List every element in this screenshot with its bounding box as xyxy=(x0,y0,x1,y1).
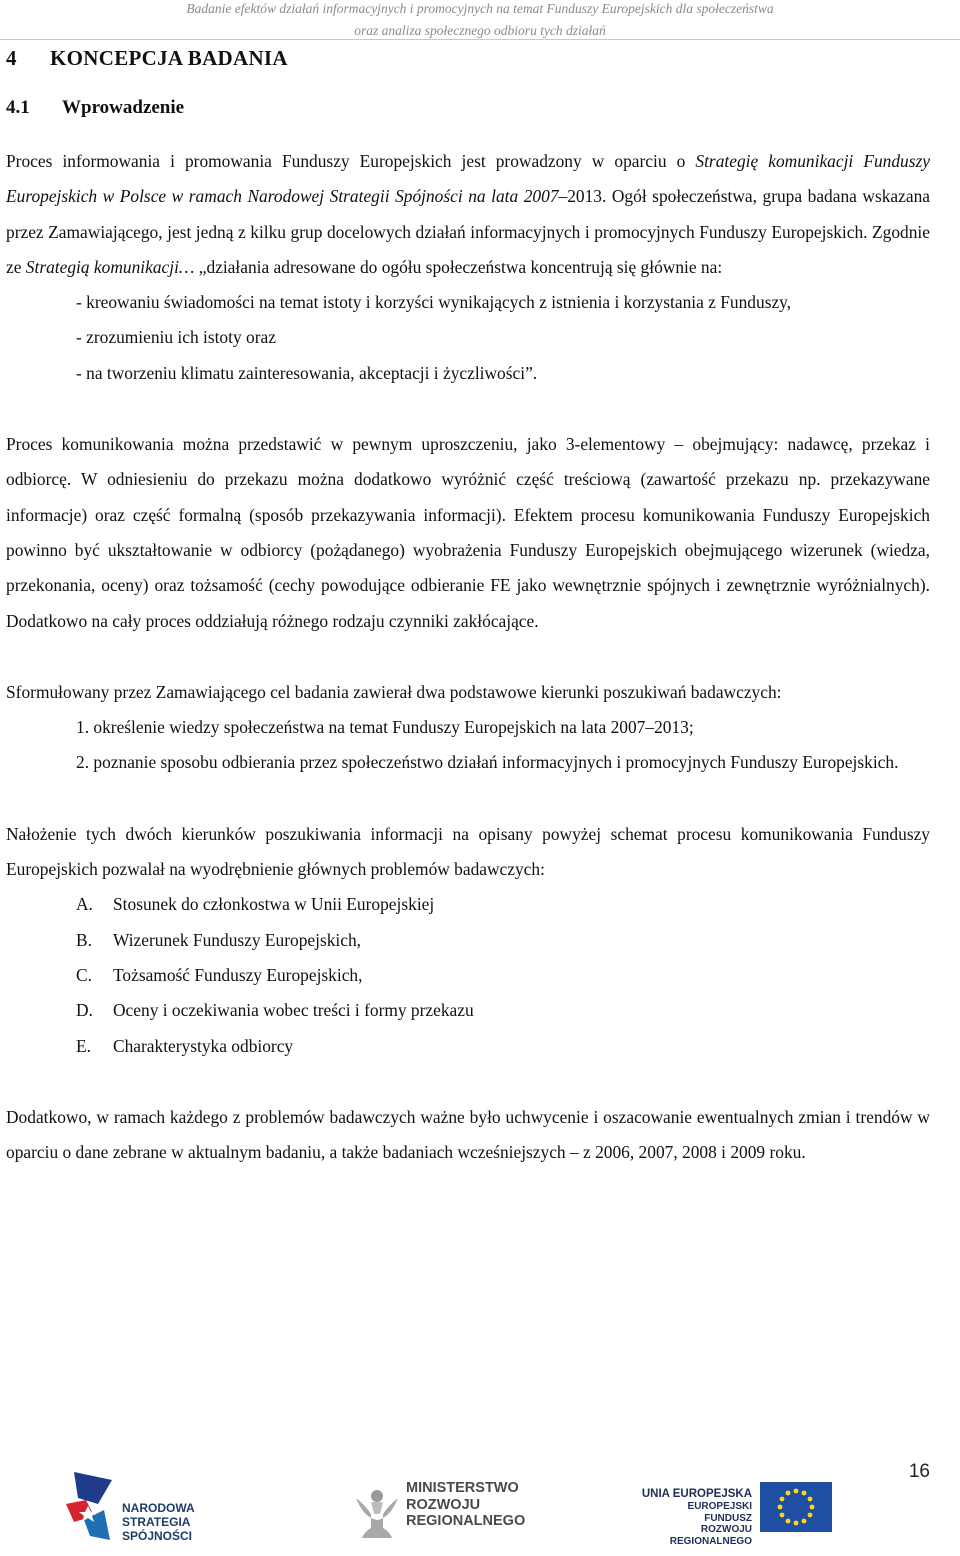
subsection-heading xyxy=(6,97,184,119)
intro-paragraph: Proces informowania i promowania Funduszy Europejskich jest prowadzony w oparciu o Strategię komunikacji Funduszy Europejskich w Polsce w ramach Narodowej Strategii Spójności na lata 2007–2013. Ogół społeczeństwa, grupa badana wskazana przez Zamawiającego, jest jedną z kilku grup docelowych działań informacyjnych i promocyjnych Funduszy Europejskich. Zgodnie ze Strategią komunikacji… „działania adresowane do ogółu społeczeństwa koncentrują się głównie na: xyxy=(6,151,930,277)
section-number: 4 xyxy=(6,46,17,70)
eu-flag-icon xyxy=(760,1482,832,1532)
header-line-2: oraz analiza społecznego odbioru tych działań xyxy=(354,23,606,38)
research-goal-paragraph: Sformułowany przez Zamawiającego cel badania zawierał dwa podstawowe kierunki poszukiwań badawczych: xyxy=(6,681,782,702)
numbered-item: 1. określenie wiedzy społeczeństwa na temat Funduszy Europejskich na lata 2007–2013; xyxy=(76,717,694,738)
lettered-item: A. Stosunek do członkostwa w Unii Europejskiej xyxy=(76,894,435,915)
section-heading xyxy=(6,46,288,71)
lettered-item: E. Charakterystyka odbiorcy xyxy=(76,1035,294,1056)
mrr-logo-line1: MINISTERSTWO xyxy=(406,1480,519,1496)
eu-logo-line3: ROZWOJU REGIONALNEGO xyxy=(669,1524,752,1547)
nss-logo xyxy=(64,1470,254,1543)
list-item: - na tworzeniu klimatu zainteresowania, akceptacji i życzliwości”. xyxy=(76,362,538,383)
research-problems-paragraph: Nałożenie tych dwóch kierunków poszukiwania informacji na opisany powyżej schemat procesu komunikowania Funduszy Europejskich pozwalał na wyodrębnienie głównych problemów badawczych: xyxy=(6,823,930,880)
header-line-1: Badanie efektów działań informacyjnych i promocyjnych na temat Funduszy Europejskich dla społeczeństwa xyxy=(186,1,774,16)
nss-logo-line2: STRATEGIA SPÓJNOŚCI xyxy=(122,1514,193,1543)
strategy-title: Strategię komunikacji Funduszy Europejskich w Polsce w ramach Narodowej Strategii Spójności na lata 2007 xyxy=(6,151,930,207)
subsection-title: Wprowadzenie xyxy=(62,97,185,118)
eagle-emblem-icon xyxy=(354,1484,400,1542)
eu-logo-line1: UNIA EUROPEJSKA xyxy=(641,1488,752,1500)
mrr-logo-line2: ROZWOJU xyxy=(406,1496,481,1513)
trends-paragraph: Dodatkowo, w ramach każdego z problemów badawczych ważne było uchwycenie i oszacowanie ewentualnych zmian i trendów w oparciu o dane zebrane w aktualnym badaniu, a także badaniach wcześniejszych – z 2006, 2007, 2008 i 2009 roku. xyxy=(6,1106,930,1163)
nss-logo-line1: NARODOWA xyxy=(122,1501,195,1515)
communication-paragraph: Proces komunikowania można przedstawić w pewnym uproszczeniu, jako 3-elementowy – obejmujący: nadawcę, przekaz i odbiorcę. W odniesieniu do przekazu można dodatkowo wyróżnić część treściową (zawartość przekazu np. przekazywane informacje) oraz część formalną (sposób przekazywania informacji). Efektem procesu komunikowania Funduszy Europejskich powinno być ukształtowanie w odbiorcy (pożądanego) wyobrażenia Funduszy Europejskich obejmującego wizerunek (wiedza, przekonania, oceny) oraz tożsamość (cechy powodujące odbieranie FE jako wewnętrznie spójnych i zewnętrznie wyróżnialnych). Dodatkowo na cały proces oddziałują różnego rodzaju czynniki zakłócające. xyxy=(6,434,930,631)
strategy-reference: Strategią komunikacji… xyxy=(25,256,195,277)
lettered-item: B. Wizerunek Funduszy Europejskich, xyxy=(76,929,362,950)
list-item: - kreowaniu świadomości na temat istoty i korzyści wynikających z istnienia i korzystania z Funduszy, xyxy=(76,292,792,313)
lettered-item: D. Oceny i oczekiwania wobec treści i formy przekazu xyxy=(76,1000,474,1021)
header-rule xyxy=(0,39,960,40)
page-number: 16 xyxy=(908,1461,930,1482)
list-item: - zrozumieniu ich istoty oraz xyxy=(76,327,276,348)
lettered-item: C. Tożsamość Funduszy Europejskich, xyxy=(76,964,363,985)
mrr-logo xyxy=(354,1478,534,1544)
eu-logo xyxy=(640,1480,840,1547)
section-title: KONCEPCJA BADANIA xyxy=(50,46,288,70)
mrr-logo-line3: REGIONALNEGO xyxy=(406,1513,526,1530)
numbered-item: 2. poznanie sposobu odbierania przez społeczeństwo działań informacyjnych i promocyjnych Funduszy Europejskich. xyxy=(76,752,899,773)
running-header xyxy=(0,0,960,40)
eu-logo-line2: EUROPEJSKI FUNDUSZ xyxy=(687,1501,752,1524)
body-content xyxy=(6,144,930,1170)
subsection-number: 4.1 xyxy=(6,97,30,118)
nss-emblem-icon xyxy=(64,1470,116,1542)
